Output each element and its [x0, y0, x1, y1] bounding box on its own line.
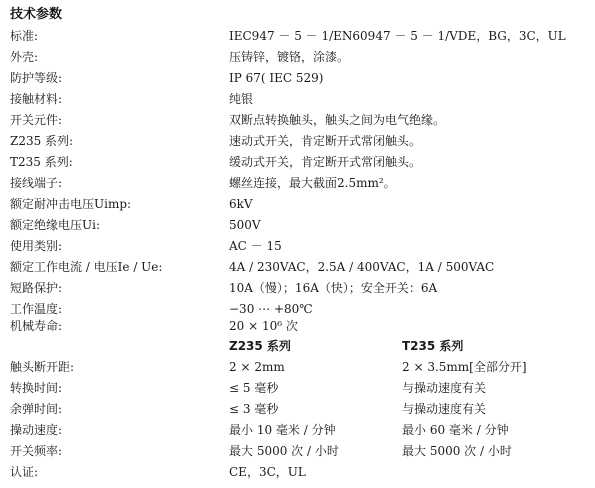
column-header-t235: T235 系列 [402, 339, 464, 353]
spec-row-impulse-voltage [0, 194, 595, 215]
spec-value: IP 67( IEC 529) [229, 71, 324, 85]
spec-value: 10A（慢）；16A（快）；安全开关：6A [229, 281, 438, 295]
comparison-label: 操动速度: [10, 423, 63, 437]
spec-row-terminals [0, 173, 595, 194]
spec-label: 额定绝缘电压Ui: [10, 218, 100, 232]
z235-value: ≤ 5 毫秒 [229, 381, 279, 395]
spec-label: 标准: [10, 29, 39, 43]
spec-value: 20 × 10⁶ 次 [229, 319, 298, 333]
spec-row-switch-element [0, 110, 595, 131]
comparison-label: 转换时间: [10, 381, 63, 395]
comparison-label: 触头断开距: [10, 360, 75, 374]
spec-value: −30 ⋯ +80℃ [229, 302, 313, 316]
section-heading: 技术参数 [10, 7, 63, 22]
spec-value: 500V [229, 218, 261, 232]
t235-value: 与操动速度有关 [402, 402, 487, 416]
spec-row-z235 [0, 131, 595, 152]
spec-label: 防护等级: [10, 71, 63, 85]
spec-value: 6kV [229, 197, 253, 211]
z235-value: 最小 10 毫米 / 分钟 [229, 423, 336, 437]
spec-value: AC － 15 [229, 239, 282, 253]
spec-value: 速动式开关，肯定断开式常闭触头。 [229, 134, 422, 148]
t235-value: 2 × 3.5mm[全部分开] [402, 360, 527, 374]
spec-label: 接触材料: [10, 92, 63, 106]
spec-value: 双断点转换触头，触头之间为电气绝缘。 [229, 113, 446, 127]
spec-label: 短路保护: [10, 281, 63, 295]
comparison-row-switching-time [0, 378, 595, 399]
z235-value: 2 × 2mm [229, 360, 285, 374]
comparison-label: 余弹时间: [10, 402, 63, 416]
certification-label: 认证: [10, 465, 39, 479]
comparison-row-actuation-speed [0, 420, 595, 441]
spec-row-short-circuit [0, 278, 595, 299]
certification-row [0, 462, 595, 483]
certification-value: CE，3C，UL [229, 465, 306, 479]
z235-value: ≤ 3 毫秒 [229, 402, 279, 416]
spec-row-insulation-voltage [0, 215, 595, 236]
spec-label: 额定工作电流 / 电压Ie / Ue: [10, 260, 163, 274]
spec-label: T235 系列: [10, 155, 73, 169]
spec-row-contact-material [0, 89, 595, 110]
spec-value: 纯银 [229, 92, 254, 106]
spec-row-housing [0, 47, 595, 68]
spec-row-protection [0, 68, 595, 89]
spec-value: IEC947 － 5 － 1/EN60947 － 5 － 1/VDE，BG，3C，UL [229, 29, 566, 43]
spec-row-t235 [0, 152, 595, 173]
spec-value: 螺丝连接，最大截面2.5mm²。 [229, 176, 396, 190]
spec-value: 4A / 230VAC，2.5A / 400VAC，1A / 500VAC [229, 260, 495, 274]
spec-label: 机械寿命: [10, 319, 63, 333]
spec-label: 工作温度: [10, 302, 63, 316]
comparison-label: 开关频率: [10, 444, 63, 458]
z235-value: 最大 5000 次 / 小时 [229, 444, 339, 458]
spec-row-standard [0, 26, 595, 47]
t235-value: 与操动速度有关 [402, 381, 487, 395]
spec-label: Z235 系列: [10, 134, 74, 148]
column-header-z235: Z235 系列 [229, 339, 291, 353]
spec-value: 压铸锌，镀铬，涂漆。 [229, 50, 350, 64]
spec-label: 开关元件: [10, 113, 63, 127]
spec-row-mechanical-life [0, 316, 595, 337]
spec-label: 使用类别: [10, 239, 63, 253]
spec-row-rated-current-voltage [0, 257, 595, 278]
spec-label: 外壳: [10, 50, 39, 64]
t235-value: 最大 5000 次 / 小时 [402, 444, 512, 458]
spec-row-utilization-category [0, 236, 595, 257]
spec-label: 额定耐冲击电压Uimp: [10, 197, 132, 211]
t235-value: 最小 60 毫米 / 分钟 [402, 423, 509, 437]
comparison-row-switching-frequency [0, 441, 595, 462]
comparison-row-bounce-time [0, 399, 595, 420]
comparison-row-contact-gap [0, 357, 595, 378]
spec-value: 缓动式开关，肯定断开式常闭触头。 [229, 155, 422, 169]
spec-label: 接线端子: [10, 176, 63, 190]
